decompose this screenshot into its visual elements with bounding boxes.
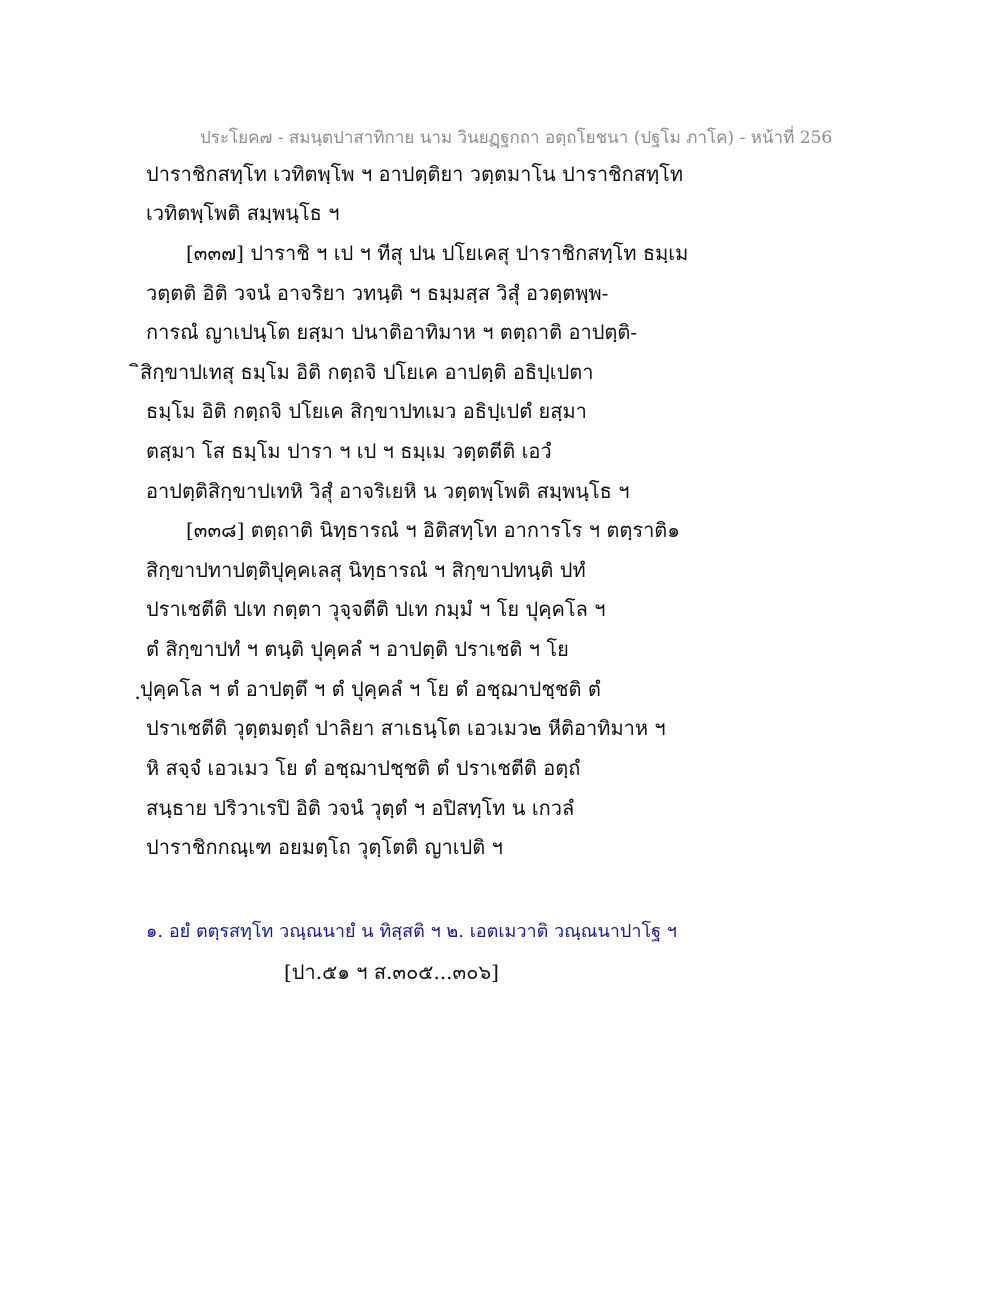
body-line: สนฺธาย ปริวาเรปิ อิติ วจนํ วุตฺตํ ฯ อปิสทฺโท น เกวลํ — [146, 796, 575, 820]
body-line: ปราเชตีติ วุตฺตมตฺถํ ปาลิยา สาเธนฺโต เอวเมว๒ หีติอาทิมาห ฯ — [146, 716, 666, 740]
footnote: ๑. อยํ ตตฺรสทฺโท วณฺณนายํ น ทิสฺสติ ฯ ๒. เอตเมวาติ วณฺณนาปาโฐ ฯ — [146, 921, 677, 942]
body-line: ิสิกฺขาปเทสุ ธมฺโม อิติ กตฺถจิ ปโยเค อาปตฺติ อธิปฺเปตา — [140, 360, 594, 384]
body-line: [๓๓๘] ตตฺถาติ นิทฺธารณํ ฯ อิติสทฺโท อาการโร ฯ ตตฺราติ๑ — [186, 518, 680, 542]
body-line: สิกฺขาปทาปตฺติปุคฺคเลสุ นิทฺธารณํ ฯ สิกฺขาปทนฺติ ปทํ — [146, 558, 586, 582]
body-line: ปาราชิกกณฺเฑ อยมตฺโถ วุตฺโตติ ญาเปติ ฯ — [146, 835, 503, 859]
body-line: ปาราชิกสทฺโท เวทิตพฺโพ ฯ อาปตฺติยา วตฺตมาโน ปาราชิกสทฺโท — [146, 162, 684, 186]
body-line: เวทิตพฺโพติ สมฺพนฺโธ ฯ — [146, 201, 340, 225]
body-line: วตฺตติ อิติ วจนํ อาจริยา วทนฺติ ฯ ธมฺมสฺส วิสุํ อวตฺตพฺพ- — [146, 281, 609, 305]
page-header: ประโยค๗ - สมนฺตปาสาทิกาย นาม วินยฏฺฐกถา อตฺถโยชนา (ปฐโม ภาโค) - หน้าที่ 256 — [200, 128, 833, 148]
body-line: ฺปุคฺคโล ฯ ตํ อาปตฺตึ ฯ ตํ ปุคฺคลํ ฯ โย ตํ อชฺฌาปชฺชติ ตํ — [140, 677, 601, 701]
body-line: ตสฺมา โส ธมฺโม ปารา ฯ เป ฯ ธมฺเม วตฺตตีติ เอวํ — [146, 439, 552, 463]
body-line: การณํ ญาเปนฺโต ยสฺมา ปนาติอาทิมาห ฯ ตตฺถาติ อาปตฺติ- — [146, 320, 638, 344]
source-reference: [ปา.๕๑ ฯ ส.๓๐๕...๓๐๖] — [284, 960, 499, 984]
body-line: ตํ สิกฺขาปทํ ฯ ตนฺติ ปุคฺคลํ ฯ อาปตฺติ ปราเชติ ฯ โย — [146, 637, 569, 661]
body-line: อาปตฺติสิกฺขาปเทหิ วิสุํ อาจริเยหิ น วตฺตพฺโพติ สมฺพนฺโธ ฯ — [146, 479, 630, 503]
body-line: ปราเชตีติ ปเท กตฺตา วุจฺจตีติ ปเท กมฺมํ ฯ โย ปุคฺคโล ฯ — [146, 597, 606, 621]
body-line: หิ สจฺจํ เอวเมว โย ตํ อชฺฌาปชฺชติ ตํ ปราเชตีติ อตฺถํ — [146, 756, 581, 780]
body-line: [๓๓๗] ปาราชิ ฯ เป ฯ ทีสุ ปน ปโยเคสุ ปาราชิกสทฺโท ธมฺเม — [186, 241, 689, 265]
body-line: ธมฺโม อิติ กตฺถจิ ปโยเค สิกฺขาปทเมว อธิปฺเปตํ ยสฺมา — [146, 399, 587, 423]
